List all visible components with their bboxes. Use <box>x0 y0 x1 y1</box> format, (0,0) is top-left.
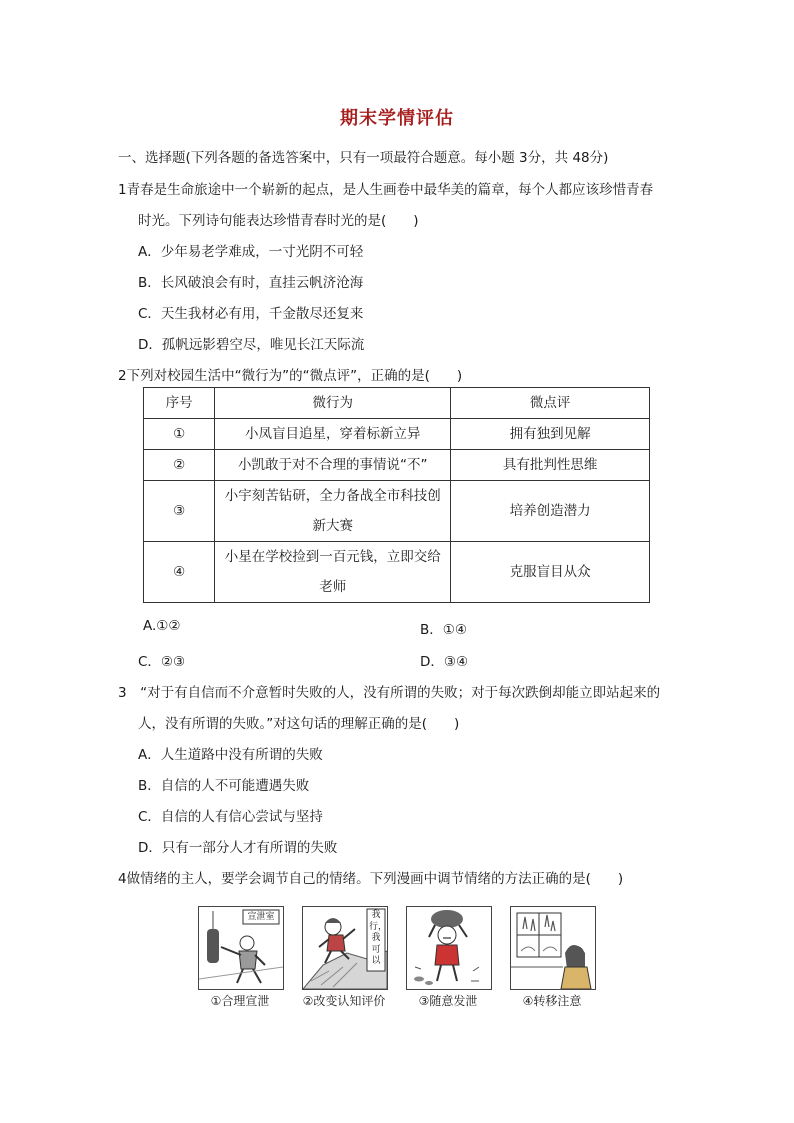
table-cell-behavior <box>215 481 451 542</box>
panel-caption: ①合理宣泄 <box>210 994 270 1008</box>
q3-option-d[interactable]: D．只有一部分人才有所谓的失败 <box>138 840 338 856</box>
comic-panel-random-venting <box>406 906 492 990</box>
behavior-text: 小星在学校捡到一百元钱，立即交给 <box>224 549 441 565</box>
comic-panel-cognition <box>302 906 388 990</box>
table-cell-num: ④ <box>144 542 215 603</box>
table-cell-num: ② <box>144 450 215 481</box>
behavior-text: 小凤盲目追星，穿着标新立异 <box>244 426 421 442</box>
q3-option-b[interactable]: B．自信的人不可能遭遇失败 <box>138 778 310 794</box>
table-cell-behavior <box>215 450 451 481</box>
table-header: 微点评 <box>451 388 650 419</box>
q3-option-c[interactable]: C．自信的人有信心尝试与坚持 <box>138 809 323 825</box>
bubble-text: 可 <box>371 944 381 955</box>
bubble-text: 以 <box>371 956 381 966</box>
bubble-text: 我 <box>371 910 381 920</box>
table-header: 微行为 <box>215 388 451 419</box>
panel-caption: ④转移注意 <box>522 994 582 1008</box>
table-header-row <box>144 388 650 419</box>
q1-option-a[interactable]: A．少年易老学难成，一寸光阴不可轻 <box>138 244 364 260</box>
q2-option-d[interactable]: D．③④ <box>420 654 469 670</box>
page-title: 期末学情评估 <box>340 108 454 129</box>
table-cell-comment: 拥有独到见解 <box>451 419 650 450</box>
panel-caption: ②改变认知评价 <box>302 994 386 1008</box>
q2-option-a[interactable]: A.①② <box>143 618 181 634</box>
section-heading: 一、选择题(下列各题的备选答案中，只有一项最符合题意。每小题 3分，共 48分) <box>118 150 609 166</box>
table-header: 序号 <box>144 388 215 419</box>
angry-child-illustration <box>407 907 491 989</box>
comic-panel-shift-attention <box>510 906 596 990</box>
behavior-text: 新大赛 <box>312 518 353 534</box>
comic-panel-venting <box>198 906 284 990</box>
table-row <box>144 419 650 450</box>
q4-stem: 4做情绪的主人，要学会调节自己的情绪。下列漫画中调节情绪的方法正确的是( ) <box>118 871 624 887</box>
table-row <box>144 481 650 542</box>
q1-option-b[interactable]: B．长风破浪会有时，直挂云帆济沧海 <box>138 275 364 291</box>
speech-bubble <box>369 910 388 968</box>
q2-option-b[interactable]: B．①④ <box>420 622 467 638</box>
table-row <box>144 542 650 603</box>
table-cell-comment: 具有批判性思维 <box>451 450 650 481</box>
q1-option-d[interactable]: D．孤帆远影碧空尽，唯见长江天际流 <box>138 337 365 353</box>
bubble-text: 行， <box>369 921 388 932</box>
table-cell-num: ① <box>144 419 215 450</box>
q2-table <box>143 387 650 603</box>
q1-stem-line1: 1青春是生命旅途中一个崭新的起点，是人生画卷中最华美的篇章，每个人都应该珍惜青春 <box>118 182 654 198</box>
window-girl-illustration <box>511 907 595 989</box>
q1-option-c[interactable]: C．天生我材必有用，千金散尽还复来 <box>138 306 364 322</box>
table-cell-behavior <box>215 542 451 603</box>
behavior-text: 老师 <box>319 579 347 595</box>
behavior-text: 小宇刻苦钻研，全力备战全市科技创 <box>224 488 441 504</box>
table-cell-comment: 培养创造潜力 <box>451 481 650 542</box>
table-cell-behavior <box>215 419 451 450</box>
q2-stem: 2下列对校园生活中“微行为”的“微点评”，正确的是( ) <box>118 368 463 384</box>
venting-room-sign: 宣泄室 <box>247 912 275 922</box>
table-cell-num: ③ <box>144 481 215 542</box>
q4-comic-strip <box>196 906 596 1008</box>
bubble-text: 我 <box>371 933 381 943</box>
q1-stem-line2: 时光。下列诗句能表达珍惜青春时光的是( ) <box>138 213 419 229</box>
q3-option-a[interactable]: A．人生道路中没有所谓的失败 <box>138 747 323 763</box>
q3-stem-line2: 人，没有所谓的失败。”对这句话的理解正确的是( ) <box>138 716 460 732</box>
table-cell-comment: 克服盲目从众 <box>451 542 650 603</box>
behavior-text: 小凯敢于对不合理的事情说“不” <box>237 457 428 473</box>
table-row <box>144 450 650 481</box>
q3-stem-line1: 3 “对于有自信而不介意暂时失败的人，没有所谓的失败；对于每次跌倒却能立即站起来的 <box>118 685 661 701</box>
panel-caption: ③随意发泄 <box>418 994 478 1008</box>
q2-option-c[interactable]: C．②③ <box>138 654 186 670</box>
